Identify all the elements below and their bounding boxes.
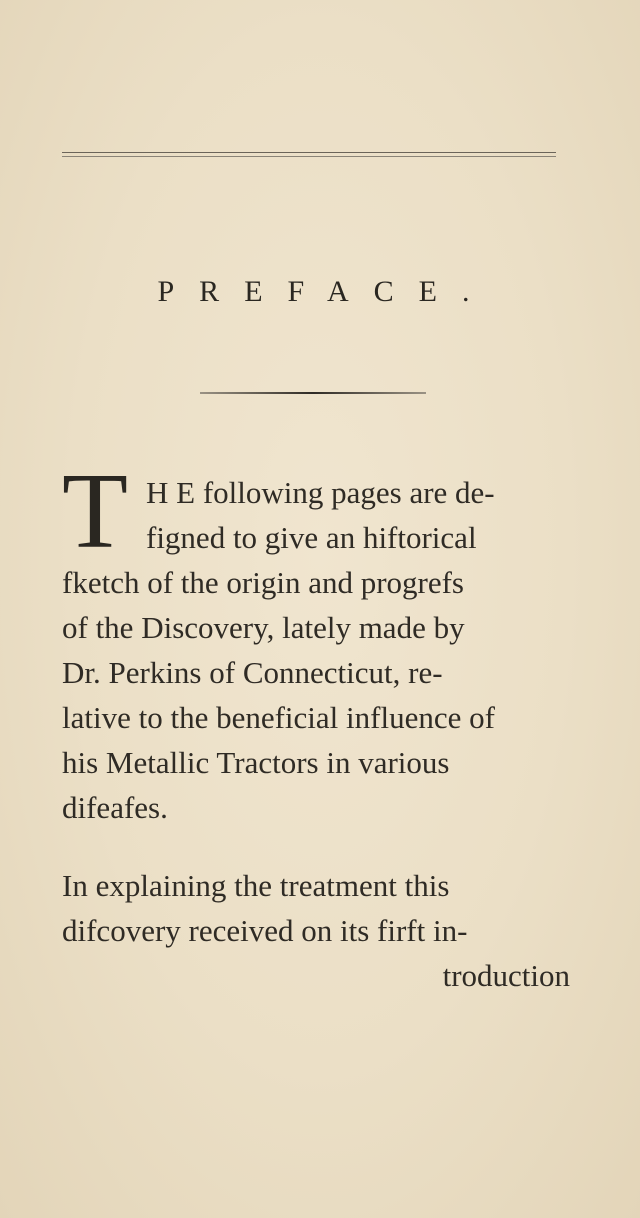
page-title: PREFACE.	[157, 275, 495, 308]
ornamental-rule	[200, 392, 426, 394]
text-line: Dr. Perkins of Connecticut, re-	[62, 655, 443, 690]
text-line: difeafes.	[62, 790, 168, 825]
body-text	[62, 452, 570, 998]
text-line: In explaining the treatment this	[62, 868, 450, 903]
text-line: figned to give an hiftorical	[146, 520, 477, 555]
catchword: troduction	[442, 958, 570, 993]
text-line: difcovery received on its firft in-	[62, 913, 468, 948]
text-line: lative to the beneficial influence of	[62, 700, 495, 735]
text-line: his Metallic Tractors in various	[62, 745, 450, 780]
top-rule	[62, 152, 556, 153]
text-line: fketch of the origin and progrefs	[62, 565, 465, 600]
text-line: H E following pages are de-	[146, 475, 495, 510]
paragraph-gap	[62, 830, 570, 863]
drop-cap: T	[62, 452, 128, 571]
text-line: of the Discovery, lately made by	[62, 610, 465, 645]
